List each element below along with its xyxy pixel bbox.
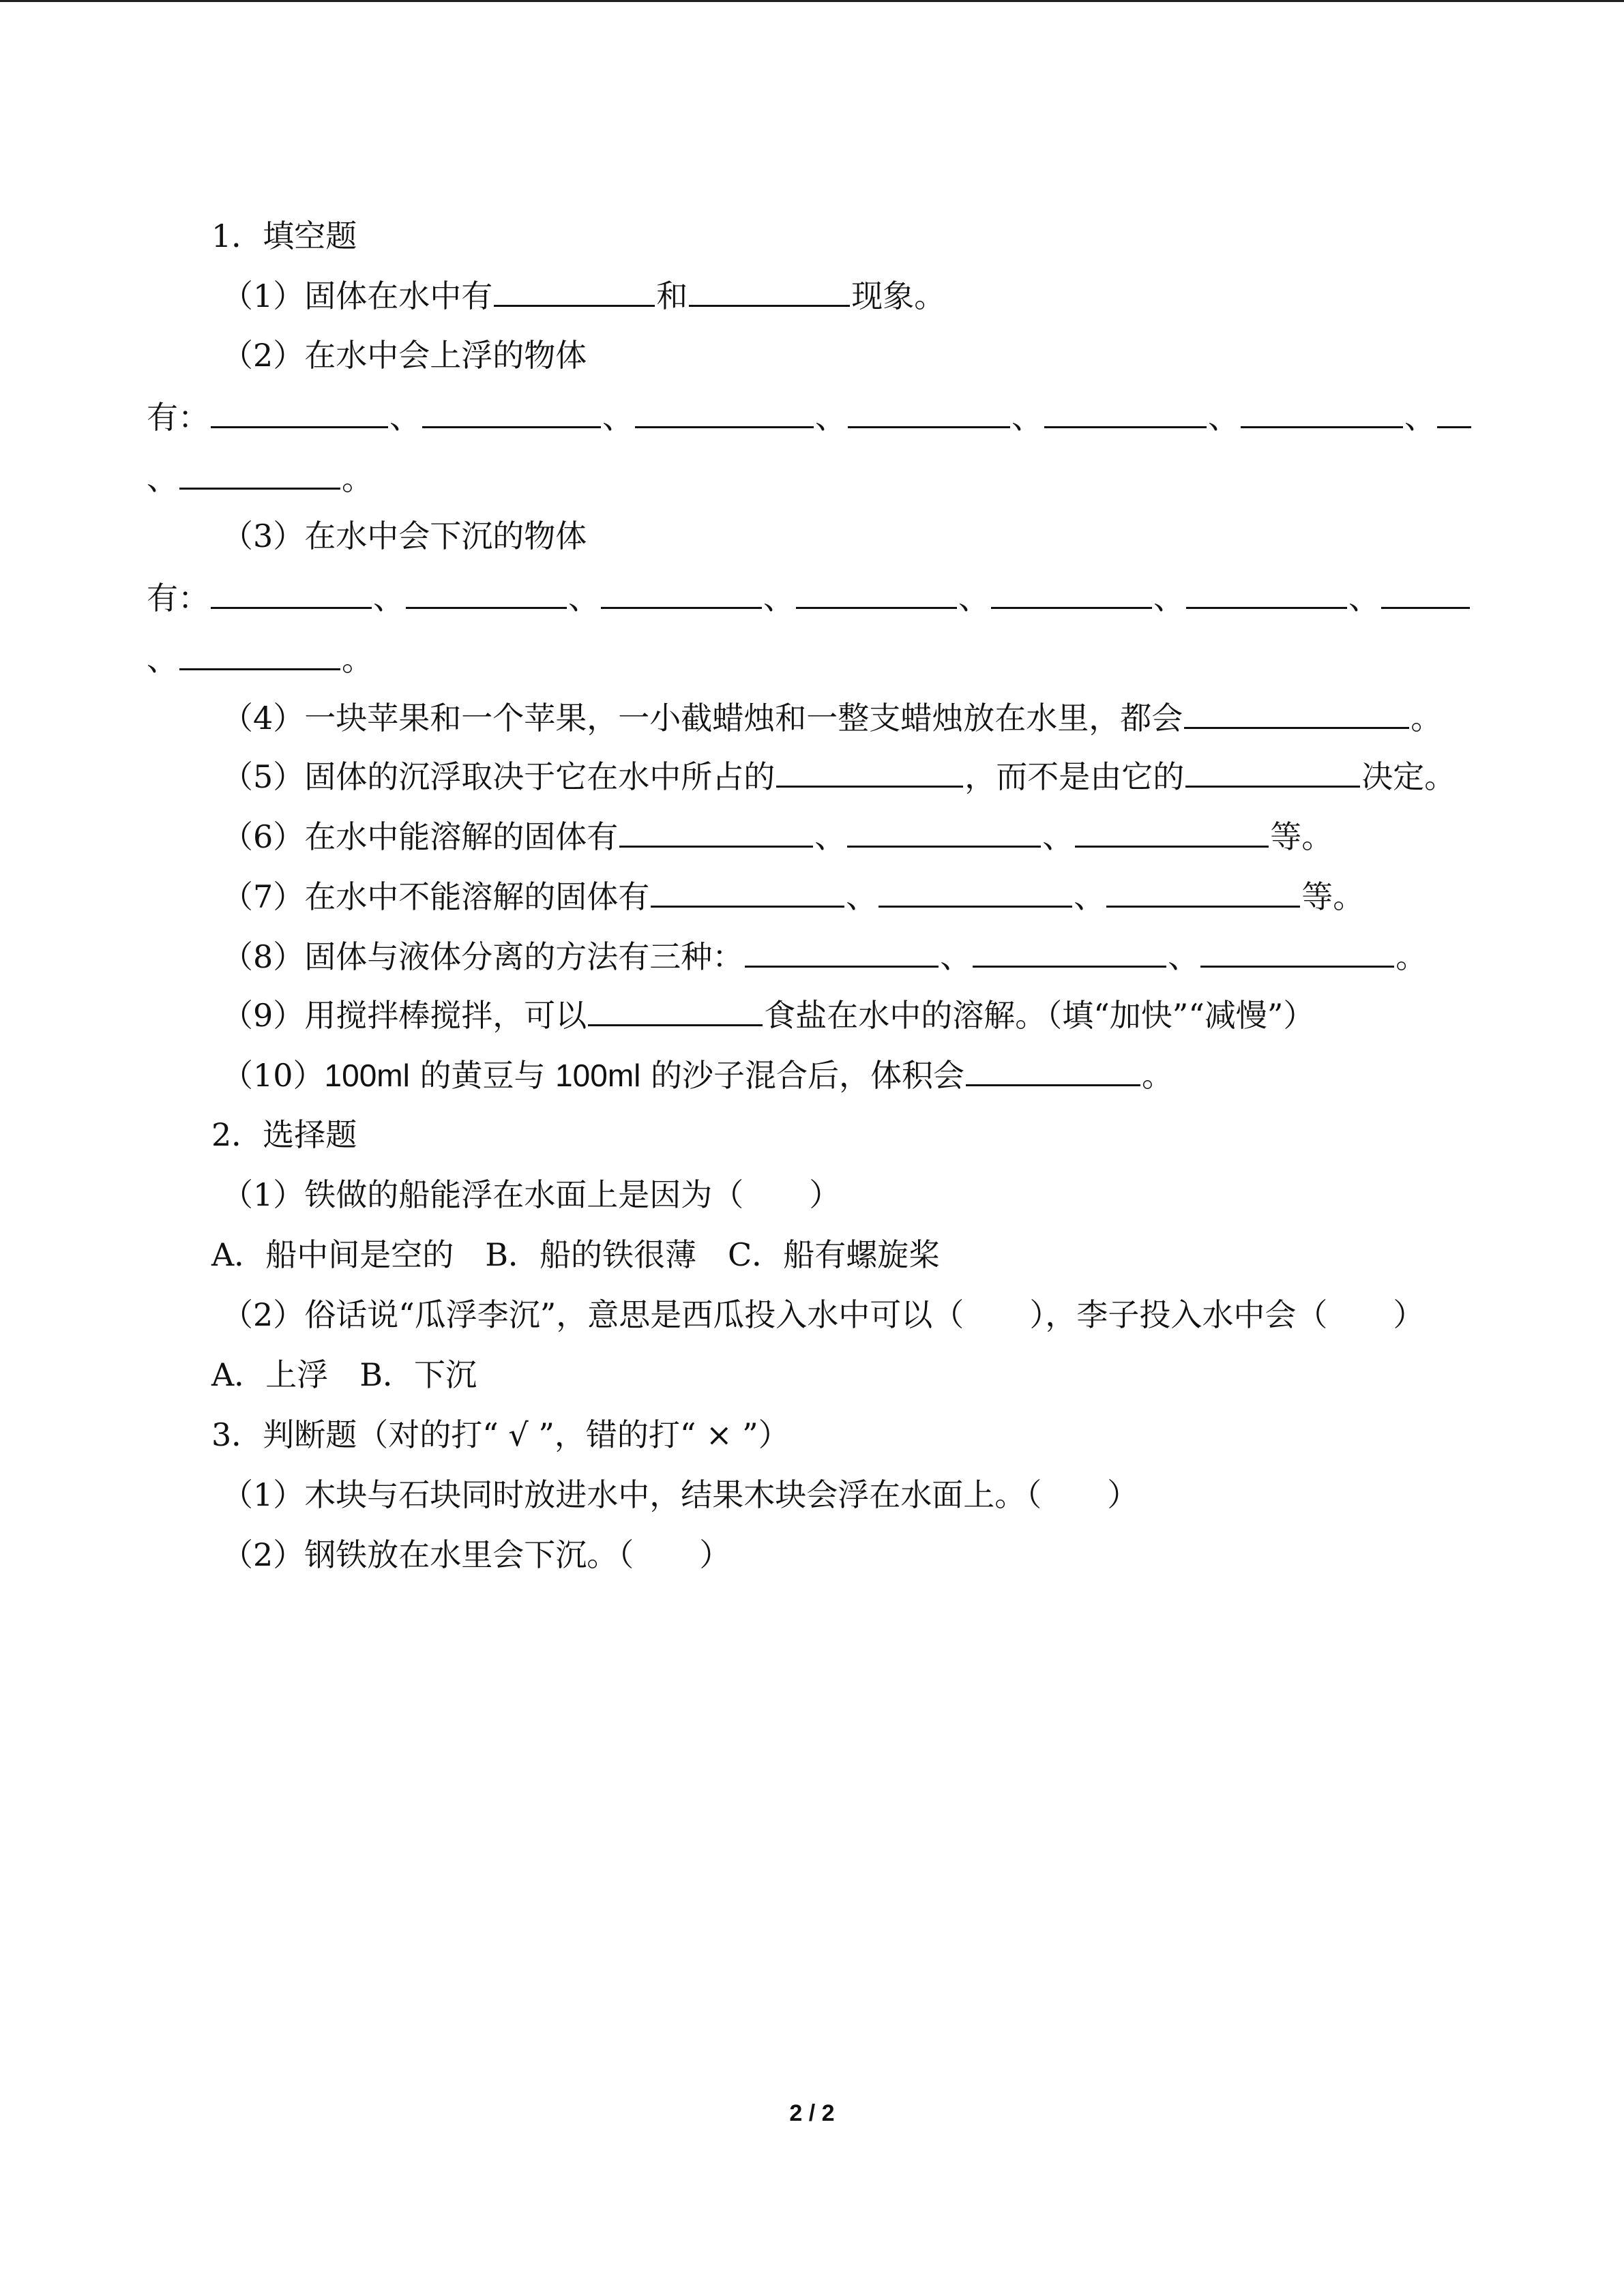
answer-blank[interactable]	[1075, 816, 1269, 848]
answer-blank[interactable]	[494, 275, 655, 307]
answer-blank[interactable]	[588, 994, 763, 1026]
answer-blank[interactable]	[1381, 577, 1470, 609]
fill-q6: （6）在水中能溶解的固体有 、 、 等。	[222, 816, 1333, 856]
fill-q2-continued: 、 。	[147, 458, 373, 498]
answer-blank[interactable]	[406, 577, 567, 609]
answer-blank[interactable]	[847, 816, 1041, 848]
answer-blank[interactable]	[179, 638, 340, 670]
fill-q3-continued: 、 。	[147, 638, 373, 679]
fill-q2-answers: 有： 、 、 、 、 、 、	[147, 396, 1473, 437]
answer-blank[interactable]	[745, 936, 939, 968]
judge-q2: （2）钢铁放在水里会下沉。（ ）	[222, 1536, 731, 1573]
answer-blank[interactable]	[1044, 396, 1207, 428]
judge-heading: 3．判断题（对的打“ √ ”，错的打“ × ”）	[211, 1416, 790, 1453]
answer-blank[interactable]	[879, 876, 1072, 908]
answer-blank[interactable]	[619, 816, 813, 848]
fill-heading: 1．填空题	[211, 218, 357, 254]
answer-blank[interactable]	[1184, 697, 1409, 729]
fill-q3-title: （3）在水中会下沉的物体	[222, 518, 587, 554]
fill-q3-answers: 有： 、 、 、 、 、 、	[147, 577, 1471, 618]
fill-q2-title: （2）在水中会上浮的物体	[222, 337, 587, 374]
answer-blank[interactable]	[211, 396, 388, 428]
choice-q1-options: A．船中间是空的 B．船的铁很薄 C．船有螺旋桨	[211, 1236, 941, 1273]
answer-blank[interactable]	[1200, 936, 1394, 968]
answer-blank[interactable]	[689, 275, 850, 307]
fill-q8: （8）固体与液体分离的方法有三种： 、 、 。	[222, 936, 1427, 976]
fill-q7: （7）在水中不能溶解的固体有 、 、 等。	[222, 876, 1364, 916]
answer-blank[interactable]	[1186, 577, 1347, 609]
choice-heading: 2．选择题	[211, 1116, 357, 1153]
page-number: 2 / 2	[789, 2100, 835, 2126]
fill-q5: （5）固体的沉浮取决于它在水中所占的 ，而不是由它的 决定。	[222, 756, 1456, 796]
answer-blank[interactable]	[973, 936, 1166, 968]
fill-q9: （9）用搅拌棒搅拌，可以 食盐在水中的溶解。（填“加快”“减慢”）	[222, 994, 1314, 1035]
choice-q2: （2）俗话说“瓜浮李沉”，意思是西瓜投入水中可以（ ），李子投入水中会（ ）	[222, 1296, 1425, 1333]
page-top-border	[0, 0, 1624, 2]
choice-q2-options: A．上浮 B．下沉	[211, 1356, 477, 1393]
answer-blank[interactable]	[651, 876, 844, 908]
answer-blank[interactable]	[635, 396, 814, 428]
answer-blank[interactable]	[601, 577, 762, 609]
fill-q4: （4）一块苹果和一个苹果，一小截蜡烛和一整支蜡烛放在水里，都会 。	[222, 697, 1442, 738]
fill-q1: （1）固体在水中有 和 现象。	[222, 275, 945, 316]
answer-blank[interactable]	[848, 396, 1010, 428]
answer-blank[interactable]	[796, 577, 957, 609]
answer-blank[interactable]	[211, 577, 372, 609]
answer-blank[interactable]	[1241, 396, 1403, 428]
answer-blank[interactable]	[991, 577, 1152, 609]
answer-blank[interactable]	[422, 396, 601, 428]
answer-blank[interactable]	[776, 756, 963, 788]
answer-blank[interactable]	[1106, 876, 1300, 908]
answer-blank[interactable]	[966, 1054, 1140, 1086]
answer-blank[interactable]	[179, 458, 340, 490]
answer-blank[interactable]	[1437, 396, 1471, 428]
choice-q1: （1）铁做的船能浮在水面上是因为（ ）	[222, 1176, 841, 1213]
answer-blank[interactable]	[1185, 756, 1360, 788]
judge-q1: （1）木块与石块同时放进水中，结果木块会浮在水面上。（ ）	[222, 1476, 1139, 1513]
fill-q10: （10）100ml 的黄豆与 100ml 的沙子混合后，体积会 。	[222, 1054, 1173, 1095]
